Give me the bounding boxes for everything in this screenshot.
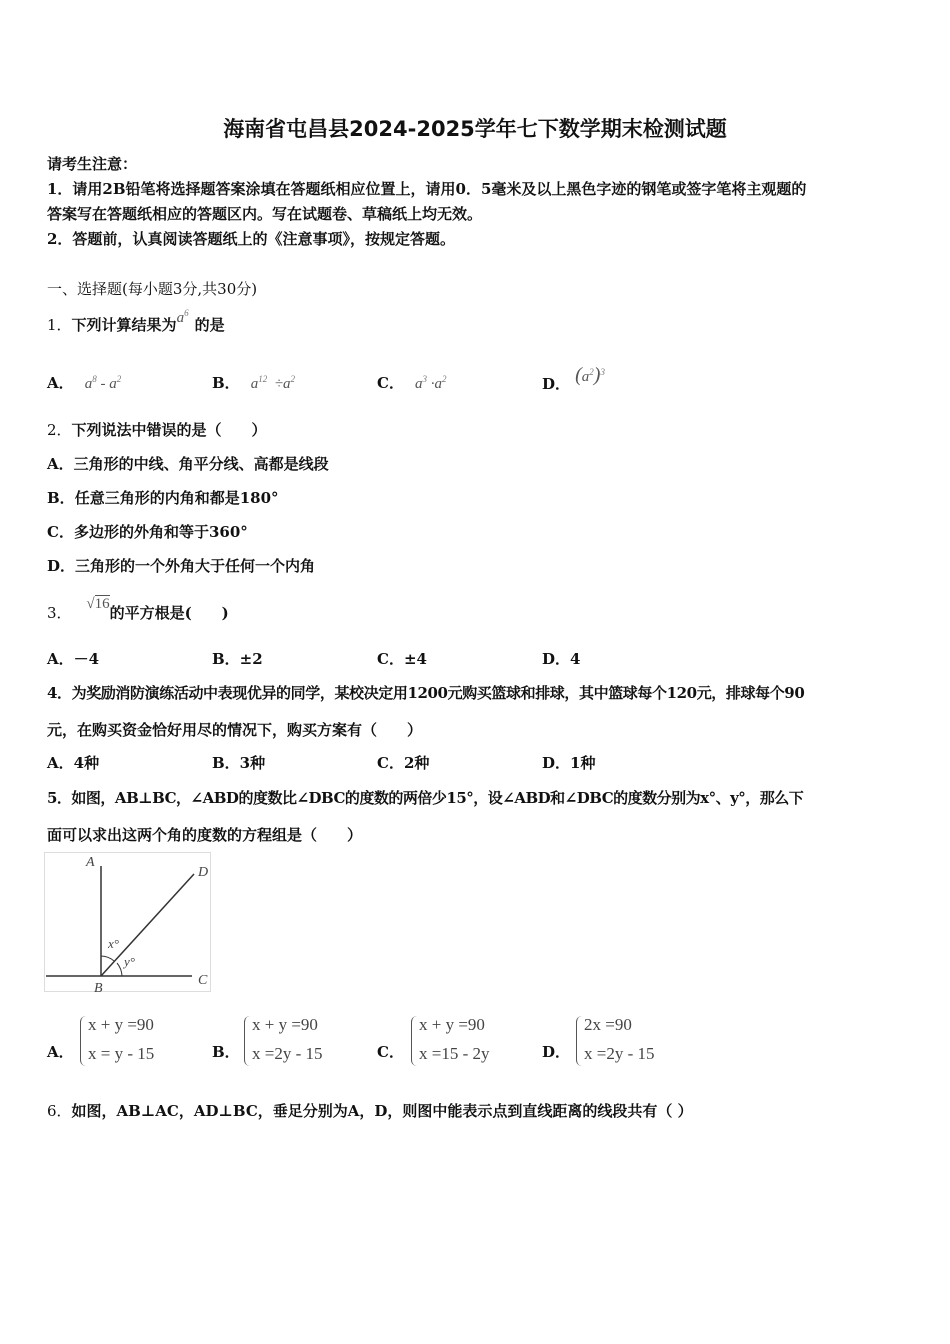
q5-b-eq1: x + y =90 xyxy=(252,1015,318,1034)
question-1 xyxy=(47,308,225,335)
q5-a-eq2: x = y - 15 xyxy=(88,1044,155,1063)
q3-option-b[interactable]: B．±2 xyxy=(212,650,263,668)
question-1-text-b: 的是 xyxy=(194,316,225,334)
q5-d-eq2: x =2y - 15 xyxy=(584,1044,655,1063)
label-b: B xyxy=(94,981,103,994)
label-x: x° xyxy=(108,936,119,951)
brace xyxy=(411,1016,418,1066)
q2-option-d[interactable]: D．三角形的一个外角大于任何一个内角 xyxy=(47,557,316,575)
q4-option-d[interactable]: D．1种 xyxy=(542,754,596,772)
label-y: y° xyxy=(124,954,135,969)
question-5-line-1: 5．如图，AB⊥BC，∠ABD的度数比∠DBC的度数的两倍少15°，设∠ABD和∠DBC的度数分别为x°、y°，那么下 xyxy=(47,789,804,807)
question-5-line-2: 面可以求出这两个角的度数的方程组是（ ） xyxy=(47,826,363,844)
notice-line-2: 答案写在答题纸相应的答题区内。写在试题卷、草稿纸上均无效。 xyxy=(47,205,483,223)
notice-line-3: 2．答题前，认真阅读答题纸上的《注意事项》，按规定答题。 xyxy=(47,230,455,248)
label-a: A xyxy=(86,855,95,870)
question-number: 1． xyxy=(47,316,72,334)
angle-figure xyxy=(44,852,212,994)
q3-option-a[interactable]: A．－4 xyxy=(47,650,100,668)
question-6: 6．如图，AB⊥AC，AD⊥BC，垂足分别为A，D，则图中能表示点到直线距离的线段共有（ ） xyxy=(47,1102,693,1120)
q4-option-c[interactable]: C．2种 xyxy=(377,754,430,772)
q2-option-a[interactable]: A．三角形的中线、角平分线、高都是线段 xyxy=(47,455,329,473)
q4-option-a[interactable]: A．4种 xyxy=(47,754,100,772)
question-2: 2．下列说法中错误的是（ ） xyxy=(47,421,267,439)
angle-arc-x xyxy=(101,956,114,961)
ray-bd xyxy=(101,874,194,976)
question-4-line-2: 元，在购买资金恰好用尽的情况下，购买方案有（ ） xyxy=(47,721,423,739)
brace xyxy=(80,1016,87,1066)
q2-option-b[interactable]: B．任意三角形的内角和都是180° xyxy=(47,489,279,507)
sqrt-expression: √16 xyxy=(86,596,110,612)
q5-b-eq2: x =2y - 15 xyxy=(252,1044,323,1063)
brace xyxy=(244,1016,251,1066)
question-4-line-1: 4．为奖励消防演练活动中表现优异的同学，某校决定用1200元购买篮球和排球，其中篮球每个120元，排球每个90 xyxy=(47,684,805,702)
q1-option-b[interactable]: B． $a^{12} \div a^2$ xyxy=(212,374,296,392)
q3-option-c[interactable]: C．±4 xyxy=(377,650,427,668)
section-heading: 一、选择题(每小题3分,共30分) xyxy=(47,280,258,298)
q5-a-eq1: x + y =90 xyxy=(88,1015,154,1034)
q4-option-b[interactable]: B．3种 xyxy=(212,754,266,772)
q5-d-eq1: 2x =90 xyxy=(584,1015,632,1034)
question-3: 3． √16的平方根是( ) xyxy=(47,596,229,622)
label-c: C xyxy=(198,973,208,988)
notice-line-1: 1．请用2B铅笔将选择题答案涂填在答题纸相应位置上，请用0．5毫米及以上黑色字迹的钢笔或签字笔将主观题的 xyxy=(47,180,807,198)
q2-option-c[interactable]: C．多边形的外角和等于360° xyxy=(47,523,248,541)
angle-arc-y xyxy=(117,963,122,976)
q1-expr: $a^6$ xyxy=(176,308,189,326)
q5-option-b[interactable]: B． xyxy=(212,1043,240,1061)
q1-option-d[interactable]: D． $(a^2)^3$ xyxy=(542,364,605,393)
q1-option-c[interactable]: C． $a^3 \cdot a^2$ xyxy=(377,374,447,392)
q5-c-eq2: x =15 - 2y xyxy=(419,1044,490,1063)
page-title: 海南省屯昌县2024-2025学年七下数学期末检测试题 xyxy=(223,117,727,141)
q1-option-a[interactable]: A． $a^8 - a^2$ xyxy=(47,374,122,392)
q5-option-d[interactable]: D． xyxy=(542,1043,571,1061)
brace xyxy=(576,1016,583,1066)
q3-option-d[interactable]: D．4 xyxy=(542,650,581,668)
label-d: D xyxy=(198,865,209,880)
q5-option-a[interactable]: A． xyxy=(47,1043,74,1061)
question-1-text-a: 下列计算结果为 xyxy=(71,316,177,334)
notice-heading: 请考生注意： xyxy=(47,155,138,173)
q5-c-eq1: x + y =90 xyxy=(419,1015,485,1034)
q5-option-c[interactable]: C． xyxy=(377,1043,404,1061)
